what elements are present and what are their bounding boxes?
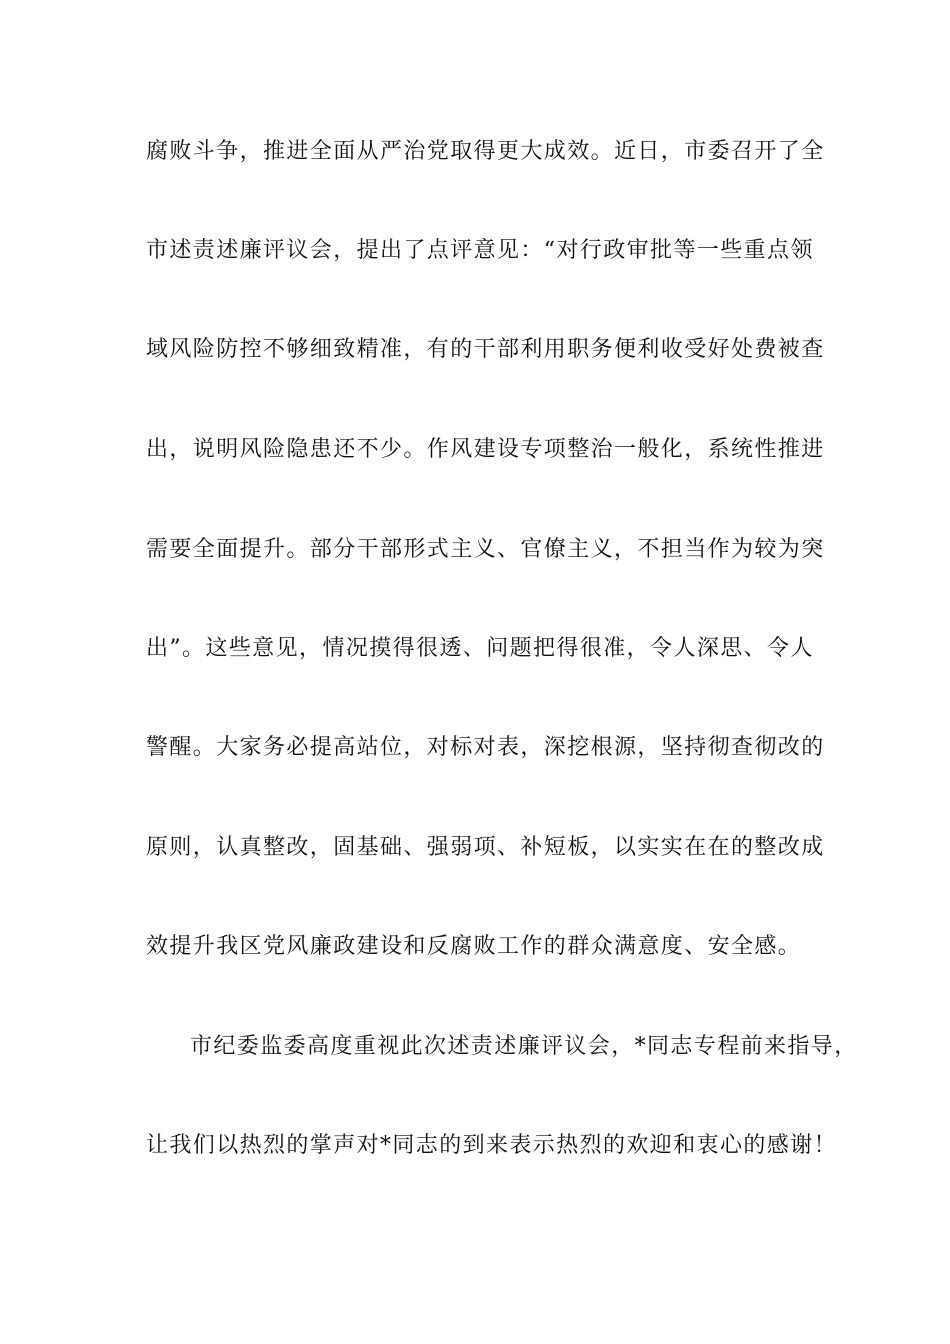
- paragraph-line: 市述责述廉评议会，提出了点评意见：“对行政审批等一些重点领: [146, 238, 814, 263]
- paragraph-line: 原则，认真整改，固基础、强弱项、补短板，以实实在在的整改成: [146, 835, 825, 860]
- paragraph-line: 出，说明风险隐患还不少。作风建设专项整治一般化，系统性推进: [146, 437, 825, 462]
- paragraph-line: 腐败斗争，推进全面从严治党取得更大成效。近日，市委召开了全: [146, 139, 825, 164]
- paragraph-line: 市纪委监委高度重视此次述责述廉评议会，*同志专程前来指导，: [190, 1034, 858, 1059]
- paragraph-line: 效提升我区党风廉政建设和反腐败工作的群众满意度、安全感。: [146, 934, 802, 959]
- paragraph-line: 需要全面提升。部分干部形式主义、官僚主义，不担当作为较为突: [146, 537, 825, 562]
- paragraph-line: 警醒。大家务必提高站位，对标对表，深挖根源，坚持彻查彻改的: [146, 735, 825, 760]
- paragraph-line: 域风险防控不够细致精准，有的干部利用职务便利收受好处费被查: [146, 337, 825, 362]
- paragraph-line: 出”。这些意见，情况摸得很透、问题把得很准，令人深思、令人: [146, 636, 814, 661]
- paragraph-line: 让我们以热烈的掌声对*同志的到来表示热烈的欢迎和衷心的感谢！: [146, 1133, 838, 1158]
